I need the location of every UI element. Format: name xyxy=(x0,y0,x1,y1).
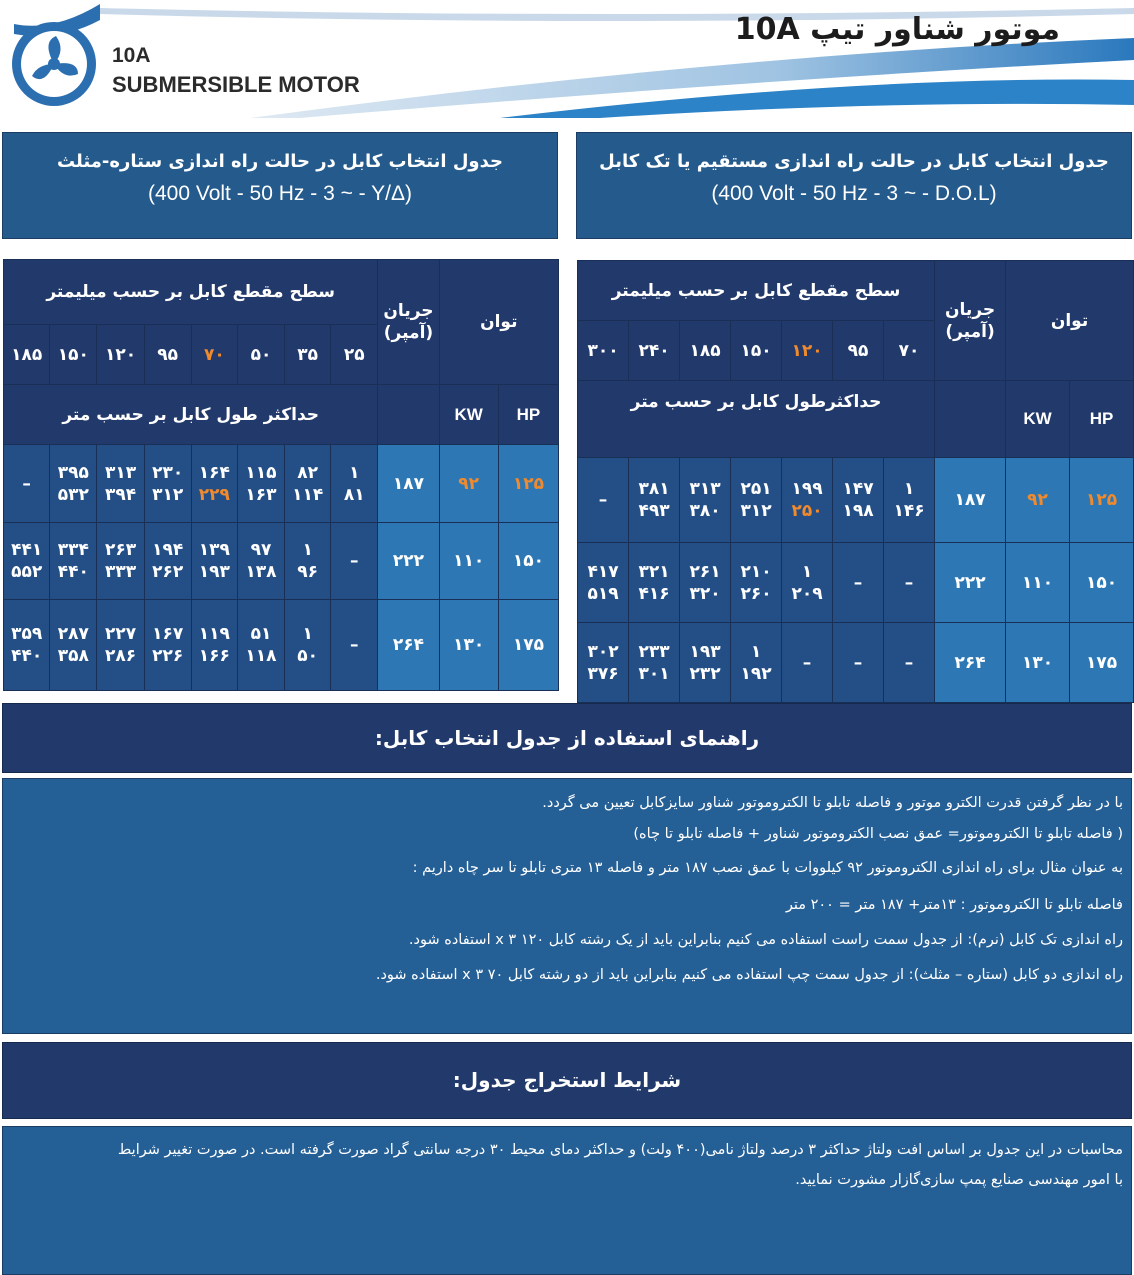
length-cell xyxy=(191,523,237,600)
amp-cell: ۱۸۷ xyxy=(378,445,439,523)
length-cell xyxy=(884,623,935,703)
kw-cell: ۱۱۰ xyxy=(439,523,498,600)
length-min: ۳۱۳ xyxy=(104,462,137,483)
length-cell xyxy=(237,600,284,691)
length-cell xyxy=(191,600,237,691)
length-min: – xyxy=(853,652,863,673)
length-min: – xyxy=(904,572,914,593)
length-header: حداکثر طول کابل بر حسب متر xyxy=(4,385,378,445)
length-max: ۳۸۰ xyxy=(689,501,721,521)
guide-body xyxy=(2,778,1132,1034)
length-cell xyxy=(731,458,782,543)
length-min: ۳۲۱ xyxy=(638,561,670,582)
hp-header: HP xyxy=(498,385,558,445)
guide-title: راهنمای استفاده از جدول انتخاب کابل: xyxy=(374,726,760,750)
length-cell xyxy=(629,623,680,703)
length-min: ۱ xyxy=(349,462,360,483)
conditions-line: محاسبات در این جدول بر اساس افت ولتاژ حداکثر ۳ درصد ولتاژ نامی(۴۰۰ ولت) و حداکثر دمای محیط ۳۰ درجه سانتی گراد صورت گرفته است. در صورت تغییر شرایط xyxy=(117,1142,1123,1158)
guide-line: با در نظر گرفتن قدرت الکترو موتور و فاصله تابلو تا الکتروموتور شناور سایزکابل تعیین می گردد. xyxy=(542,795,1123,811)
length-cell xyxy=(782,543,833,623)
length-cell xyxy=(331,600,378,691)
size-cell: ۱۸۵ xyxy=(4,325,50,385)
length-max: ۲۳۲ xyxy=(689,663,721,684)
length-min: ۲۶۱ xyxy=(689,561,721,582)
size-cell: ۳۵ xyxy=(285,325,331,385)
kw-cell: ۹۲ xyxy=(1006,458,1070,543)
conditions-body xyxy=(2,1126,1132,1275)
length-cell xyxy=(629,543,680,623)
length-min: ۱۳۹ xyxy=(198,540,230,560)
length-max: ۱۹۸ xyxy=(842,501,874,521)
length-min: ۲۱۰ xyxy=(740,561,772,582)
length-min: ۳۸۱ xyxy=(638,479,670,499)
length-min: ۱۴۷ xyxy=(842,479,874,499)
length-cell xyxy=(782,623,833,703)
length-max: ۳۹۴ xyxy=(104,484,137,505)
kw-cell: ۱۱۰ xyxy=(1006,543,1070,623)
length-max: ۳۵۸ xyxy=(57,646,89,666)
length-max: ۵۰ xyxy=(297,646,319,666)
size-cell: ۱۵۰ xyxy=(50,325,97,385)
length-cell xyxy=(833,543,884,623)
conditions-title: شرایط استخراج جدول: xyxy=(452,1068,682,1092)
fan-logo-icon xyxy=(4,2,104,112)
hp-cell: ۱۲۵ xyxy=(1070,458,1134,543)
length-cell xyxy=(4,445,50,523)
kw-cell: ۹۲ xyxy=(439,445,498,523)
current-header xyxy=(935,261,1006,381)
length-cell xyxy=(884,543,935,623)
length-cell xyxy=(331,445,378,523)
kw-header: KW xyxy=(1006,381,1070,458)
length-cell xyxy=(237,445,284,523)
length-max: ۲۰۹ xyxy=(791,583,823,604)
current-unit: (آمپر) xyxy=(945,321,995,342)
length-min: ۱ xyxy=(801,561,813,582)
length-cell xyxy=(50,445,97,523)
current-label: جریان xyxy=(944,299,996,320)
length-header: حداکثرطول کابل بر حسب متر xyxy=(578,381,935,458)
length-max: ۳۷۶ xyxy=(587,663,619,684)
length-cell xyxy=(680,458,731,543)
size-cell: ۱۲۰ xyxy=(97,325,144,385)
length-max: ۳۳۳ xyxy=(104,562,137,582)
right-table-body xyxy=(578,458,1134,703)
length-min: ۸۲ xyxy=(297,462,319,483)
amp-cell: ۲۲۲ xyxy=(935,543,1006,623)
length-cell xyxy=(731,543,782,623)
kw-header: KW xyxy=(439,385,498,445)
length-cell xyxy=(97,445,144,523)
length-max: ۴۹۳ xyxy=(638,501,670,521)
length-max: ۲۲۶ xyxy=(152,646,184,666)
length-cell xyxy=(144,523,191,600)
length-max: ۵۳۲ xyxy=(57,484,89,505)
length-min: – xyxy=(350,635,359,655)
size-cell: ۱۸۵ xyxy=(680,321,731,381)
length-max: ۳۱۲ xyxy=(740,501,772,521)
length-min: ۲۶۳ xyxy=(104,540,137,560)
left-table-caption xyxy=(2,132,558,239)
length-min: ۱ xyxy=(903,479,915,499)
power-header: توان xyxy=(439,260,558,385)
length-cell xyxy=(4,523,50,600)
kw-cell: ۱۳۰ xyxy=(439,600,498,691)
section-header: سطح مقطع کابل بر حسب میلیمتر xyxy=(4,260,378,325)
length-min: – xyxy=(802,652,812,673)
length-cell xyxy=(50,523,97,600)
kw-cell: ۱۳۰ xyxy=(1006,623,1070,703)
length-max: ۹۶ xyxy=(297,562,319,582)
size-cell: ۳۰۰ xyxy=(578,321,629,381)
left-caption-spec: (400 Volt - 50 Hz - 3 ~ - Y/Δ) xyxy=(148,182,412,205)
length-max: ۱۶۳ xyxy=(245,484,277,505)
table-row xyxy=(578,623,1134,703)
star-delta-cable-table xyxy=(3,259,559,691)
length-min: ۲۵۱ xyxy=(740,479,772,499)
size-cell: ۲۴۰ xyxy=(629,321,680,381)
table-row xyxy=(4,600,559,691)
left-caption-title: جدول انتخاب کابل در حالت راه اندازی ستاره-مثلث xyxy=(56,151,503,172)
table-row xyxy=(4,523,559,600)
length-cell xyxy=(97,523,144,600)
length-min: ۱۶۷ xyxy=(152,624,184,644)
length-min: – xyxy=(853,572,863,593)
size-cell-highlight: ۷۰ xyxy=(191,325,237,385)
length-min: – xyxy=(22,473,31,494)
current-unit: (آمپر) xyxy=(383,323,434,343)
length-min: – xyxy=(350,551,359,571)
conditions-line: با امور مهندسی صنایع پمپ سازی‌گازار مشورت نمایید. xyxy=(795,1172,1123,1188)
length-max: ۱۹۳ xyxy=(198,562,230,582)
length-min: ۲۳۳ xyxy=(638,641,670,662)
page-title: موتور شناور تیپ 10A xyxy=(734,12,1060,47)
length-min: ۱۹۴ xyxy=(152,540,184,560)
current-header xyxy=(378,260,439,385)
guide-line: راه اندازی دو کابل (ستاره – مثلث): از جدول سمت چپ استفاده می کنیم بنابراین باید از دو رشته کابل ۷۰ x ۳ استفاده شود. xyxy=(375,967,1123,983)
length-min: ۱۱۵ xyxy=(245,462,277,483)
length-min: ۲۸۷ xyxy=(57,624,89,644)
left-table-body xyxy=(4,445,559,691)
length-min: ۳۱۳ xyxy=(689,479,721,499)
length-max: ۱۱۸ xyxy=(245,646,277,666)
length-max: ۳۰۱ xyxy=(638,663,670,684)
length-cell xyxy=(884,458,935,543)
table-row xyxy=(578,458,1134,543)
length-min: – xyxy=(598,490,608,510)
length-max: ۳۲۰ xyxy=(689,583,721,604)
length-min: – xyxy=(904,652,914,673)
length-cell xyxy=(680,623,731,703)
length-min: ۱۶۴ xyxy=(198,462,230,483)
length-max: ۱۴۶ xyxy=(893,501,925,521)
length-max: ۱۶۶ xyxy=(198,646,230,666)
length-min: ۱۹۹ xyxy=(791,479,823,499)
hp-cell: ۱۵۰ xyxy=(1070,543,1134,623)
length-cell xyxy=(285,445,331,523)
hp-header: HP xyxy=(1070,381,1134,458)
length-max: ۴۴۰ xyxy=(57,562,89,582)
length-cell xyxy=(578,623,629,703)
section-header: سطح مقطع کابل بر حسب میلیمتر xyxy=(578,261,935,321)
length-min: ۳۰۲ xyxy=(587,641,619,662)
length-max: ۴۱۶ xyxy=(638,583,670,604)
length-max: ۴۴۰ xyxy=(11,646,43,666)
guide-line: ( فاصله تابلو تا الکتروموتور= عمق نصب الکتروموتور شناور + فاصله تابلو تا چاه) xyxy=(633,826,1123,842)
hp-cell: ۱۲۵ xyxy=(498,445,558,523)
size-cell: ۲۵ xyxy=(331,325,378,385)
guide-line: فاصله تابلو تا الکتروموتور : ۱۳متر+ ۱۸۷ متر = ۲۰۰ متر xyxy=(785,897,1123,913)
length-max: ۲۶۰ xyxy=(740,583,772,604)
length-max: ۲۵۰ xyxy=(791,501,823,521)
length-min: ۱۹۳ xyxy=(689,641,721,662)
empty-cell xyxy=(935,381,1006,458)
length-min: ۳۹۵ xyxy=(57,462,89,483)
length-cell xyxy=(97,600,144,691)
length-min: ۳۵۹ xyxy=(11,624,43,644)
size-cell-highlight: ۱۲۰ xyxy=(782,321,833,381)
length-cell xyxy=(285,600,331,691)
length-min: ۹۷ xyxy=(250,540,272,560)
empty-cell xyxy=(378,385,439,445)
size-cell: ۷۰ xyxy=(884,321,935,381)
brand-code: 10A xyxy=(112,44,151,67)
length-min: ۲۲۷ xyxy=(104,624,137,644)
right-caption-spec: (400 Volt - 50 Hz - 3 ~ - D.O.L) xyxy=(711,182,997,205)
length-min: ۱ xyxy=(750,641,762,662)
length-max: ۱۹۲ xyxy=(740,663,772,684)
table-row xyxy=(578,543,1134,623)
brand-name: SUBMERSIBLE MOTOR xyxy=(112,72,360,97)
right-caption-title: جدول انتخاب کابل در حالت راه اندازی مستقیم یا تک کابل xyxy=(599,151,1109,172)
current-label: جریان xyxy=(383,301,434,321)
length-cell xyxy=(578,458,629,543)
size-cell: ۹۵ xyxy=(144,325,191,385)
length-min: ۴۱۷ xyxy=(587,561,619,582)
length-cell xyxy=(833,623,884,703)
guide-title-band xyxy=(2,703,1132,773)
amp-cell: ۲۶۴ xyxy=(378,600,439,691)
size-cell: ۵۰ xyxy=(237,325,284,385)
length-cell xyxy=(731,623,782,703)
length-cell xyxy=(331,523,378,600)
right-table-caption xyxy=(576,132,1132,239)
length-cell xyxy=(782,458,833,543)
length-cell xyxy=(4,600,50,691)
length-max: ۵۵۲ xyxy=(11,562,43,582)
length-max: ۲۲۹ xyxy=(198,484,230,505)
length-cell xyxy=(629,458,680,543)
guide-line: به عنوان مثال برای راه اندازی الکتروموتور ۹۲ کیلووات با عمق نصب ۱۸۷ متر و فاصله ۱۳ متری تابلو تا سر چاه داریم : xyxy=(412,860,1123,876)
hp-cell: ۱۵۰ xyxy=(498,523,558,600)
length-cell xyxy=(50,600,97,691)
dol-cable-table xyxy=(577,260,1134,703)
guide-line: راه اندازی تک کابل (نرم): از جدول سمت راست استفاده می کنیم بنابراین باید از یک رشته کابل ۱۲۰ x ۳ استفاده شود. xyxy=(408,932,1123,948)
length-min: ۵۱ xyxy=(250,624,272,644)
length-cell xyxy=(191,445,237,523)
length-cell xyxy=(578,543,629,623)
amp-cell: ۲۲۲ xyxy=(378,523,439,600)
hp-cell: ۱۷۵ xyxy=(1070,623,1134,703)
conditions-title-band xyxy=(2,1042,1132,1119)
length-max: ۸۱ xyxy=(343,484,365,505)
length-cell xyxy=(285,523,331,600)
length-max: ۱۳۸ xyxy=(245,562,277,582)
length-cell xyxy=(144,600,191,691)
length-min: ۲۳۰ xyxy=(152,462,184,483)
length-min: ۴۴۱ xyxy=(11,540,43,560)
length-max: ۲۶۲ xyxy=(152,562,184,582)
length-cell xyxy=(237,523,284,600)
length-min: ۱ xyxy=(302,540,313,560)
length-min: ۱ xyxy=(302,624,313,644)
length-cell xyxy=(680,543,731,623)
length-max: ۵۱۹ xyxy=(587,583,619,604)
amp-cell: ۱۸۷ xyxy=(935,458,1006,543)
amp-cell: ۲۶۴ xyxy=(935,623,1006,703)
size-cell: ۹۵ xyxy=(833,321,884,381)
length-min: ۱۱۹ xyxy=(198,624,230,644)
length-max: ۱۱۴ xyxy=(292,484,324,505)
hp-cell: ۱۷۵ xyxy=(498,600,558,691)
length-max: ۳۱۲ xyxy=(152,484,184,505)
table-row xyxy=(4,445,559,523)
length-cell xyxy=(833,458,884,543)
length-cell xyxy=(144,445,191,523)
length-min: ۳۳۴ xyxy=(57,540,89,560)
power-header: توان xyxy=(1006,261,1134,381)
length-max: ۲۸۶ xyxy=(104,646,137,666)
size-cell: ۱۵۰ xyxy=(731,321,782,381)
